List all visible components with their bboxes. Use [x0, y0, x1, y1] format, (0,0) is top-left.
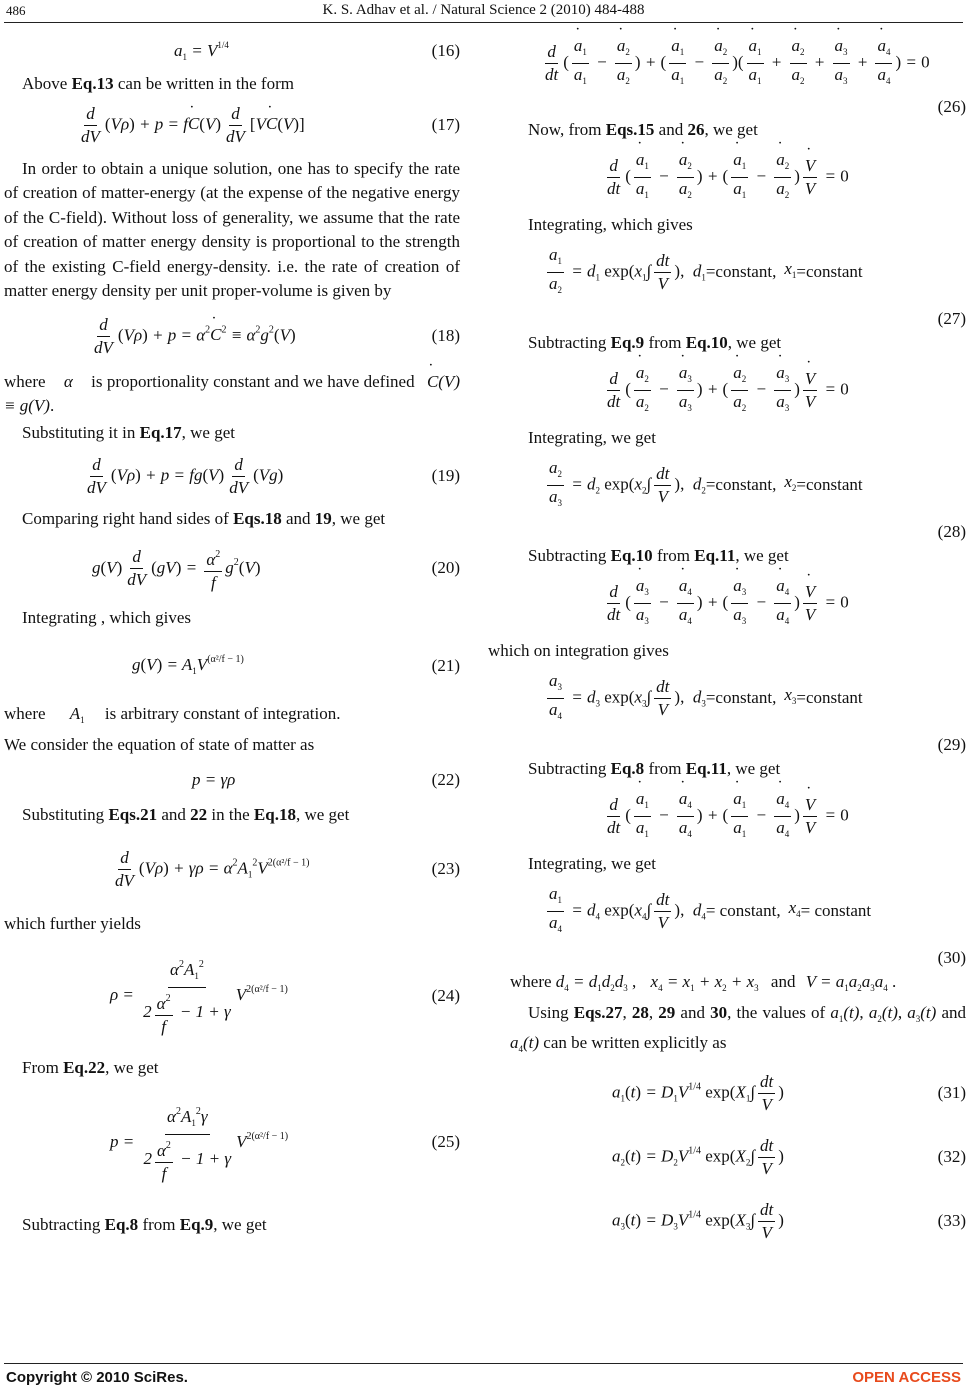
equation-33: $a_3(t) = D_3V^{1/4}$ $\exp(X_3\int$ $\frac{dt}{V}$ ) (33) — [612, 1200, 966, 1242]
equation-26-body: $\frac{d}{dt}$ ( ˙ $\frac{a_1}{a_1}$ − ˙ $\frac{a_2}{a_2}$ ) + ( ˙ $\frac{a_1}{a_1}$ − ˙ $\frac{a_2}{a_2}$ )( ˙ $\frac{a_1}{a_1}$ + ˙ $\frac{a_2}{a_2}$ + ˙ $\frac{a_3}{a_3}$ + ˙ $\frac{a_4}{a_4}$ ) = 0 — [510, 30, 966, 96]
paragraph-using: Using Eqs.27, 28, 29 and 30, the values of $a_1(t)$, $a_2(t)$, $a_3(t)$ and $a_4(t)$ can be written explicitly as — [510, 1002, 967, 1054]
paragraph-equation-of-state: We consider the equation of state of matter as — [4, 734, 315, 754]
paragraph-subtracting-10-11: Subtracting Eq.10 from Eq.11, we get — [528, 546, 789, 565]
equation-27: $\frac{a_1}{a_2}$ = $d_1$ $\exp(x_1\int$ $\frac{dt}{V}$ ), $d_1$ =constant, $x_1$ =constant — [549, 244, 863, 295]
page-header — [0, 0, 967, 24]
paragraph-integrating-which: Integrating, which gives — [528, 214, 693, 234]
paragraph-subtracting-8-9: Subtracting Eq.8 from Eq.9, we get — [22, 1214, 267, 1234]
equation-between-29-30: $\frac{d}{dt}$ ( ˙ $\frac{a_1}{a_1}$ − ˙ $\frac{a_4}{a_4}$ ) + ( ˙ $\frac{a_1}{a_1}$ − ˙ $\frac{a_4}{a_4}$ ) ˙ $\frac{V}{V}$ = 0 — [510, 782, 966, 852]
equation-21: $g(V) = A_1V^{(\alpha^2/f - 1)}$ (21) — [132, 654, 460, 677]
equation-30: $\frac{a_1}{a_4}$ = $d_4$ $\exp(x_4\int$ $\frac{dt}{V}$ ), $d_4$ = constant, $x_4$ = constant — [549, 883, 872, 934]
equation-19: $\frac{d}{dV}$ (Vρ) + p = fg(V) $\frac{d}{dV}$ (Vg) (19) — [87, 454, 460, 497]
open-access-label: OPEN ACCESS — [852, 1369, 961, 1386]
paragraph-substituting-21-22: Substituting Eqs.21 and 22 in the Eq.18, we get — [22, 805, 350, 824]
equation-24: ρ = $\alpha^2A_1^2$ 2 $\frac{\alpha^2}{f}$ − 1 + γ $V^{2(\alpha^2/f - 1)}$ (24) — [4, 936, 460, 1056]
equation-29-number: (29) — [937, 734, 966, 754]
page-number: 486 — [6, 3, 26, 18]
copyright-text: Copyright © 2010 SciRes. — [6, 1369, 188, 1386]
paragraph-integrating-we-get: Integrating, we get — [528, 427, 656, 447]
equation-17: $\frac{d}{dV}$ (Vρ) + p = f˙ C(V) $\frac{d}{dV}$ [V˙ C(V)] (17) — [4, 97, 460, 155]
equation-between-27-28: $\frac{d}{dt}$ ( ˙ $\frac{a_2}{a_2}$ − ˙ $\frac{a_3}{a_3}$ ) + ( ˙ $\frac{a_2}{a_2}$ − ˙ $\frac{a_3}{a_3}$ ) ˙ $\frac{V}{V}$ = 0 — [510, 356, 966, 426]
equation-between-26-27: $\frac{d}{dt}$ ( ˙ $\frac{a_1}{a_1}$ − ˙ $\frac{a_2}{a_2}$ ) + ( ˙ $\frac{a_1}{a_1}$ − ˙ $\frac{a_2}{a_2}$ ) ˙ $\frac{V}{V}$ = 0 — [510, 143, 966, 213]
paragraph-creation-rate: In order to obtain a unique solution, one has to specify the rate of creation of matter-energy (at the expense of the negative energy of the C-field). Without loss of generality, we assume that the rate of creation of matter energy density is proportional to the strength of the existing C-field energy-density. i.e. the rate of creation of matter energy density per unit proper-volume is given by — [4, 158, 460, 300]
equation-26-number: (26) — [937, 96, 966, 116]
equation-between-28-29: $\frac{d}{dt}$ ( ˙ $\frac{a_3}{a_3}$ − ˙ $\frac{a_4}{a_4}$ ) + ( ˙ $\frac{a_3}{a_3}$ − ˙ $\frac{a_4}{a_4}$ ) ˙ $\frac{V}{V}$ = 0 — [510, 569, 966, 639]
equation-20: g(V) $\frac{d}{dV}$ (gV) = $\frac{\alpha^2}{f}$ $g^2(V)$ (20) — [4, 532, 460, 606]
equation-25: p = $\alpha^2A_1^2\gamma$ 2 $\frac{\alpha^2}{f}$ − 1 + γ $V^{2(\alpha^2/f - 1)}$ (25) — [4, 1081, 460, 1205]
where-d4-x4: where $d_4 = d_1d_2d_3$ , $x_4 = x_1 + x_2 + x_3$ and $V = a_1a_2a_3a_4$ . — [510, 972, 897, 993]
paragraph-integrating-we-get-2: Integrating, we get — [528, 853, 656, 873]
paragraph-from-22: From Eq.22, we get — [22, 1058, 159, 1077]
equation-29: $\frac{a_3}{a_4}$ = $d_3$ $\exp(x_3\int$ $\frac{dt}{V}$ ), $d_3$ =constant, $x_3$ =constant — [549, 670, 863, 721]
equation-23: $\frac{d}{dV}$ $(V\rho) + \gamma\rho = \alpha^2A_1^2V^{2(\alpha^2/f - 1)}$ (23) — [115, 848, 460, 890]
where-alpha-text: where α is proportionality constant and we have defined ˙ C(V) ≡ g(V). — [4, 370, 460, 419]
equation-22: p = γρ (22) — [192, 769, 460, 789]
header-rule — [4, 22, 963, 23]
equation-27-number: (27) — [937, 308, 966, 328]
paragraph-above-eq17: Above Eq.13 can be written in the form — [22, 74, 294, 93]
paragraph-subtracting-8-11: Subtracting Eq.8 from Eq.11, we get — [528, 759, 781, 778]
footer-rule — [4, 1363, 963, 1364]
paragraph-comparing: Comparing right hand sides of Eqs.18 and 19, we get — [22, 509, 386, 528]
equation-28-number: (28) — [937, 521, 966, 541]
equation-16: $a_1 = V^{1/4}$ (16) — [174, 39, 460, 62]
paragraph-further-yields: which further yields — [4, 913, 141, 933]
equation-30-number: (30) — [937, 947, 966, 967]
equation-31: $a_1(t) = D_1V^{1/4}$ $\exp(X_1\int$ $\frac{dt}{V}$ ) (31) — [612, 1072, 966, 1114]
paragraph-substituting-17: Substituting it in Eq.17, we get — [22, 422, 235, 442]
paragraph-on-integration: which on integration gives — [488, 640, 669, 660]
page-footer — [0, 1367, 967, 1388]
paragraph-integrating: Integrating , which gives — [22, 607, 192, 627]
equation-32: $a_2(t) = D_2V^{1/4}$ $\exp(X_2\int$ $\frac{dt}{V}$ ) (32) — [612, 1136, 966, 1178]
equation-18: $\frac{d}{dV}$ $(V\rho) + p = \alpha^2˙$ $C^2 \equiv \alpha^2g^2(V)$ (18) — [4, 304, 460, 370]
paragraph-subtracting-9-10: Subtracting Eq.9 from Eq.10, we get — [528, 333, 782, 352]
where-A-text: where $A_1$ is arbitrary constant of integration. — [4, 704, 341, 725]
paragraph-now-from: Now, from Eqs.15 and 26, we get — [528, 120, 758, 139]
equation-28: $\frac{a_2}{a_3}$ = $d_2$ $\exp(x_2\int$ $\frac{dt}{V}$ ), $d_2$ =constant, $x_2$ =constant — [549, 457, 863, 508]
left-column — [4, 30, 460, 1237]
running-title: K. S. Adhav et al. / Natural Science 2 (2010) 484-488 — [322, 2, 645, 18]
right-column — [488, 30, 967, 1254]
